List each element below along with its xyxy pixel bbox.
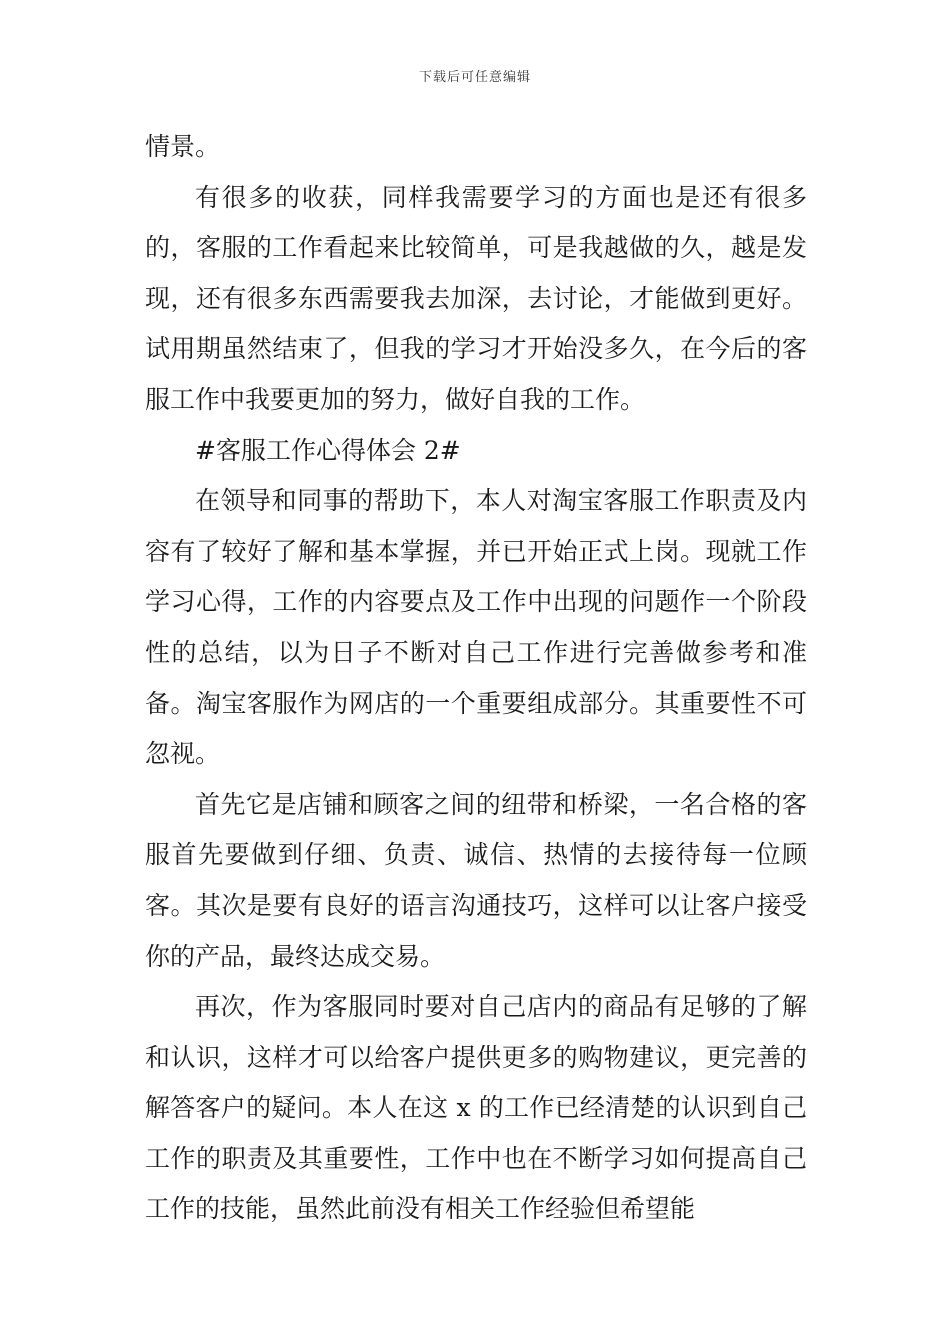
paragraph-1: 情景。 — [145, 132, 221, 161]
section-heading: #客服工作心得体会 2# — [195, 435, 461, 465]
paragraph-5: 再次，作为客服同时要对自己店内的商品有足够的了解和认识，这样才可以给客户提供更多的购物建议，更完善的解答客户的疑问。本人在这 x 的工作已经清楚的认识到自己工作的职责及其重要性，工作中也在不断学习如何提高自己工作的技能，虽然此前没有相关工作经验但希望能 — [145, 992, 807, 1224]
page-header: 下载后可任意编辑 — [418, 70, 531, 85]
document-body — [145, 122, 807, 1235]
paragraph-4: 首先它是店铺和顾客之间的纽带和桥梁，一名合格的客服首先要做到仔细、负责、诚信、热情的去接待每一位顾客。其次是要有良好的语言沟通技巧，这样可以让客户接受你的产品，最终达成交易。 — [145, 789, 807, 971]
paragraph-3: 在领导和同事的帮助下，本人对淘宝客服工作职责及内容有了较好了解和基本掌握，并已开始正式上岗。现就工作学习心得，工作的内容要点及工作中出现的问题作一个阶段性的总结，以为日子不断对自己工作进行完善做参考和准备。淘宝客服作为网店的一个重要组成部分。其重要性不可忽视。 — [145, 486, 807, 769]
paragraph-2: 有很多的收获，同样我需要学习的方面也是还有很多的，客服的工作看起来比较简单，可是我越做的久，越是发现，还有很多东西需要我去加深，去讨论，才能做到更好。试用期虽然结束了，但我的学习才开始没多久，在今后的客服工作中我要更加的努力，做好自我的工作。 — [145, 182, 807, 414]
